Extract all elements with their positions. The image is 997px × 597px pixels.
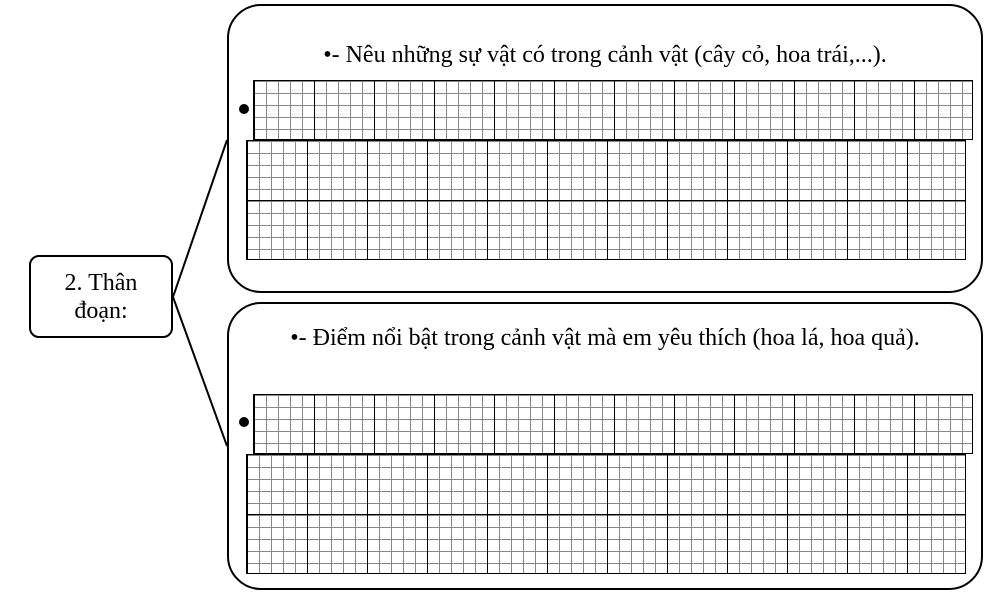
bullet-icon: [239, 104, 249, 114]
writing-grid-row-1[interactable]: [253, 80, 973, 140]
writing-grid-rows-2-3[interactable]: [246, 140, 966, 260]
section-panel-2: [227, 302, 983, 590]
connector-line-top: [173, 140, 227, 297]
writing-grid-row-1[interactable]: [253, 394, 973, 454]
writing-grid-rows-2-3[interactable]: [246, 454, 966, 574]
bullet-icon: [239, 417, 249, 427]
connector-line-bottom: [173, 297, 227, 446]
section-label: 2. Thân đoạn:: [64, 269, 138, 324]
section-heading-2: •- Điểm nổi bật trong cảnh vật mà em yêu thích (hoa lá, hoa quả).: [290, 325, 920, 351]
section-panel-1: [227, 4, 983, 293]
section-heading-1: •- Nêu những sự vật có trong cảnh vật (cây cỏ, hoa trái,...).: [323, 42, 887, 68]
section-label-box: [29, 255, 173, 338]
